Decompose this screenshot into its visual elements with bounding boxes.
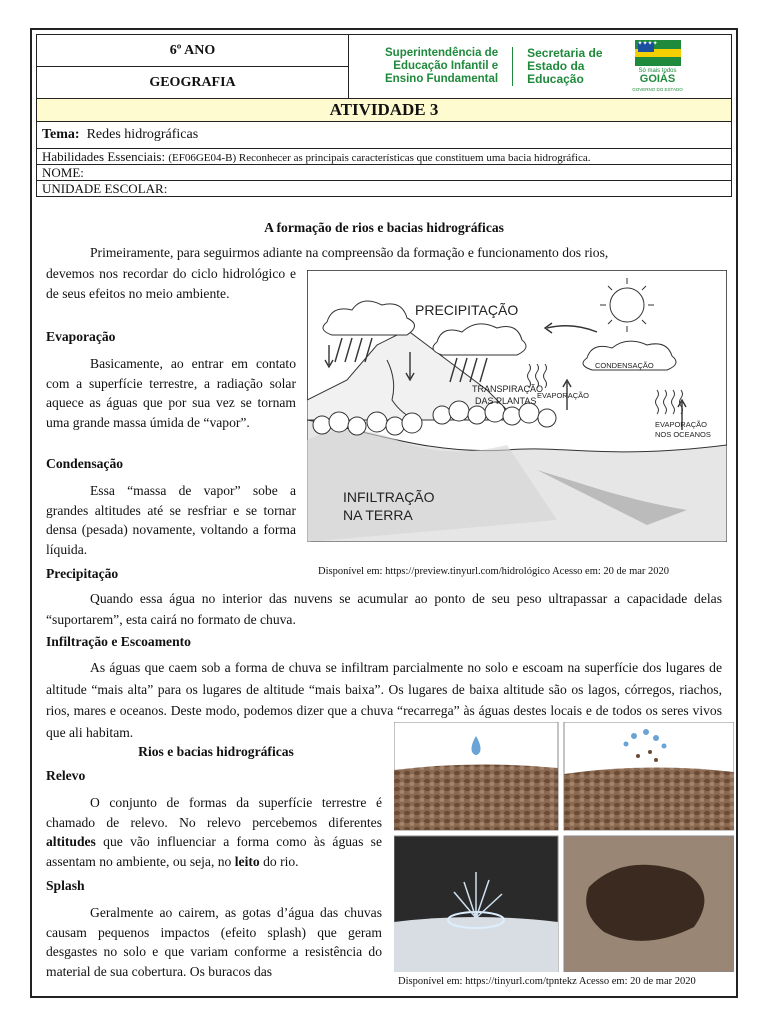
section-title-rios: Rios e bacias hidrográficas	[138, 744, 294, 759]
splash-image-caption: Disponível em: https://tinyurl.com/tpntekz Acesso em: 20 de mar 2020	[398, 976, 696, 987]
subject-label: GEOGRAFIA	[149, 74, 236, 90]
label-evap-oceanos-2: NOS OCEANOS	[655, 430, 711, 439]
splash-images	[394, 722, 734, 972]
splash-heading: Splash	[46, 878, 85, 893]
habilidades-row: Habilidades Essenciais: (EF06GE04-B) Reconhecer as principais características que constituem uma bacia hidrográfica.	[37, 149, 731, 165]
splash-text: Geralmente ao cairem, as gotas d’água das chuvas causam pequenos impactos (efeito splash) que geram desgastes no solo e que variam conforme a resistência do material de sua cobertura. Os buracos das	[46, 905, 382, 979]
unidade-escolar-field[interactable]: UNIDADE ESCOLAR:	[42, 181, 168, 196]
activity-title: ATIVIDADE 3	[37, 99, 731, 122]
secretaria-logo: Secretaria de Estado da Educação	[512, 47, 602, 86]
header-table	[36, 34, 732, 197]
tema-row: Tema: Redes hidrográficas	[37, 122, 731, 149]
nome-field[interactable]: NOME:	[37, 165, 731, 181]
section-title-formacao: A formação de rios e bacias hidrográficas	[264, 220, 504, 235]
label-evaporacao: EVAPORAÇÃO	[537, 391, 589, 400]
evaporacao-heading: Evaporação	[46, 329, 116, 344]
label-infiltracao-2: NA TERRA	[343, 507, 413, 523]
intro-line: Primeiramente, para seguirmos adiante na compreensão da formação e funcionamento dos rios,	[90, 245, 609, 260]
relevo-text: O conjunto de formas da superfície terrestre é chamado de relevo. No relevo percebemos diferentes altitudes que vão influenciar a forma como às águas se assentam no ambiente, ou seja, no leito do rio.	[46, 795, 382, 869]
water-cycle-diagram	[307, 270, 727, 542]
condensacao-heading: Condensação	[46, 456, 124, 471]
label-transpiracao-2: DAS PLANTAS	[475, 396, 537, 406]
goias-logo: ✦✦✦✦ Só mais todos GOIÁS GOVERNO DO ESTADO	[632, 40, 683, 92]
superintendencia-logo: Superintendência de Educação Infantil e Ensino Fundamental	[385, 47, 499, 85]
relevo-heading: Relevo	[46, 768, 86, 783]
precipitacao-text: Quando essa água no interior das nuvens se acumular ao ponto de seu peso ultrapassar a capacidade delas “suportarem”, esta cairá no formato de chuva.	[46, 591, 722, 627]
label-evap-oceanos-1: EVAPORAÇÃO	[655, 420, 707, 429]
grade-label: 6º ANO	[37, 35, 348, 67]
condensacao-text: Essa “massa de vapor” sobe a grandes altitudes até se resfriar e se tornar densa (pesada) novamente, voltando a forma líquida.	[46, 483, 296, 557]
precipitacao-heading: Precipitação	[46, 566, 119, 581]
label-precipitacao: PRECIPITAÇÃO	[415, 302, 519, 318]
intro-paragraph: devemos nos recordar do ciclo hidrológico e de seus efeitos no meio ambiente.	[46, 266, 296, 301]
cycle-image-caption: Disponível em: https://preview.tinyurl.com/hidrológico Acesso em: 20 de mar 2020	[318, 566, 670, 577]
label-condensacao: CONDENSAÇÃO	[595, 361, 654, 370]
infiltracao-text: As águas que caem sob a forma de chuva se infiltram parcialmente no solo e escoam na superfície dos lugares de altitude “mais alta” para os lugares de altitude “mais baixa”. Os lugares de baixa altitude são os lagos, córregos, riachos, rios, mares e oceanos. Deste modo, podemos dizer que a chuva “recarrega” às águas destes locais e de todos os seres vivos que ali habitam.	[46, 660, 722, 740]
infiltracao-heading: Infiltração e Escoamento	[46, 634, 191, 649]
label-transpiracao-1: TRANSPIRAÇÃO	[472, 384, 544, 394]
label-infiltracao-1: INFILTRAÇÃO	[343, 489, 435, 505]
evaporacao-text: Basicamente, ao entrar em contato com a superfície terrestre, a radiação solar aquece as águas que por sua vez se tornam uma grande massa úmida de “vapor”.	[46, 356, 296, 430]
